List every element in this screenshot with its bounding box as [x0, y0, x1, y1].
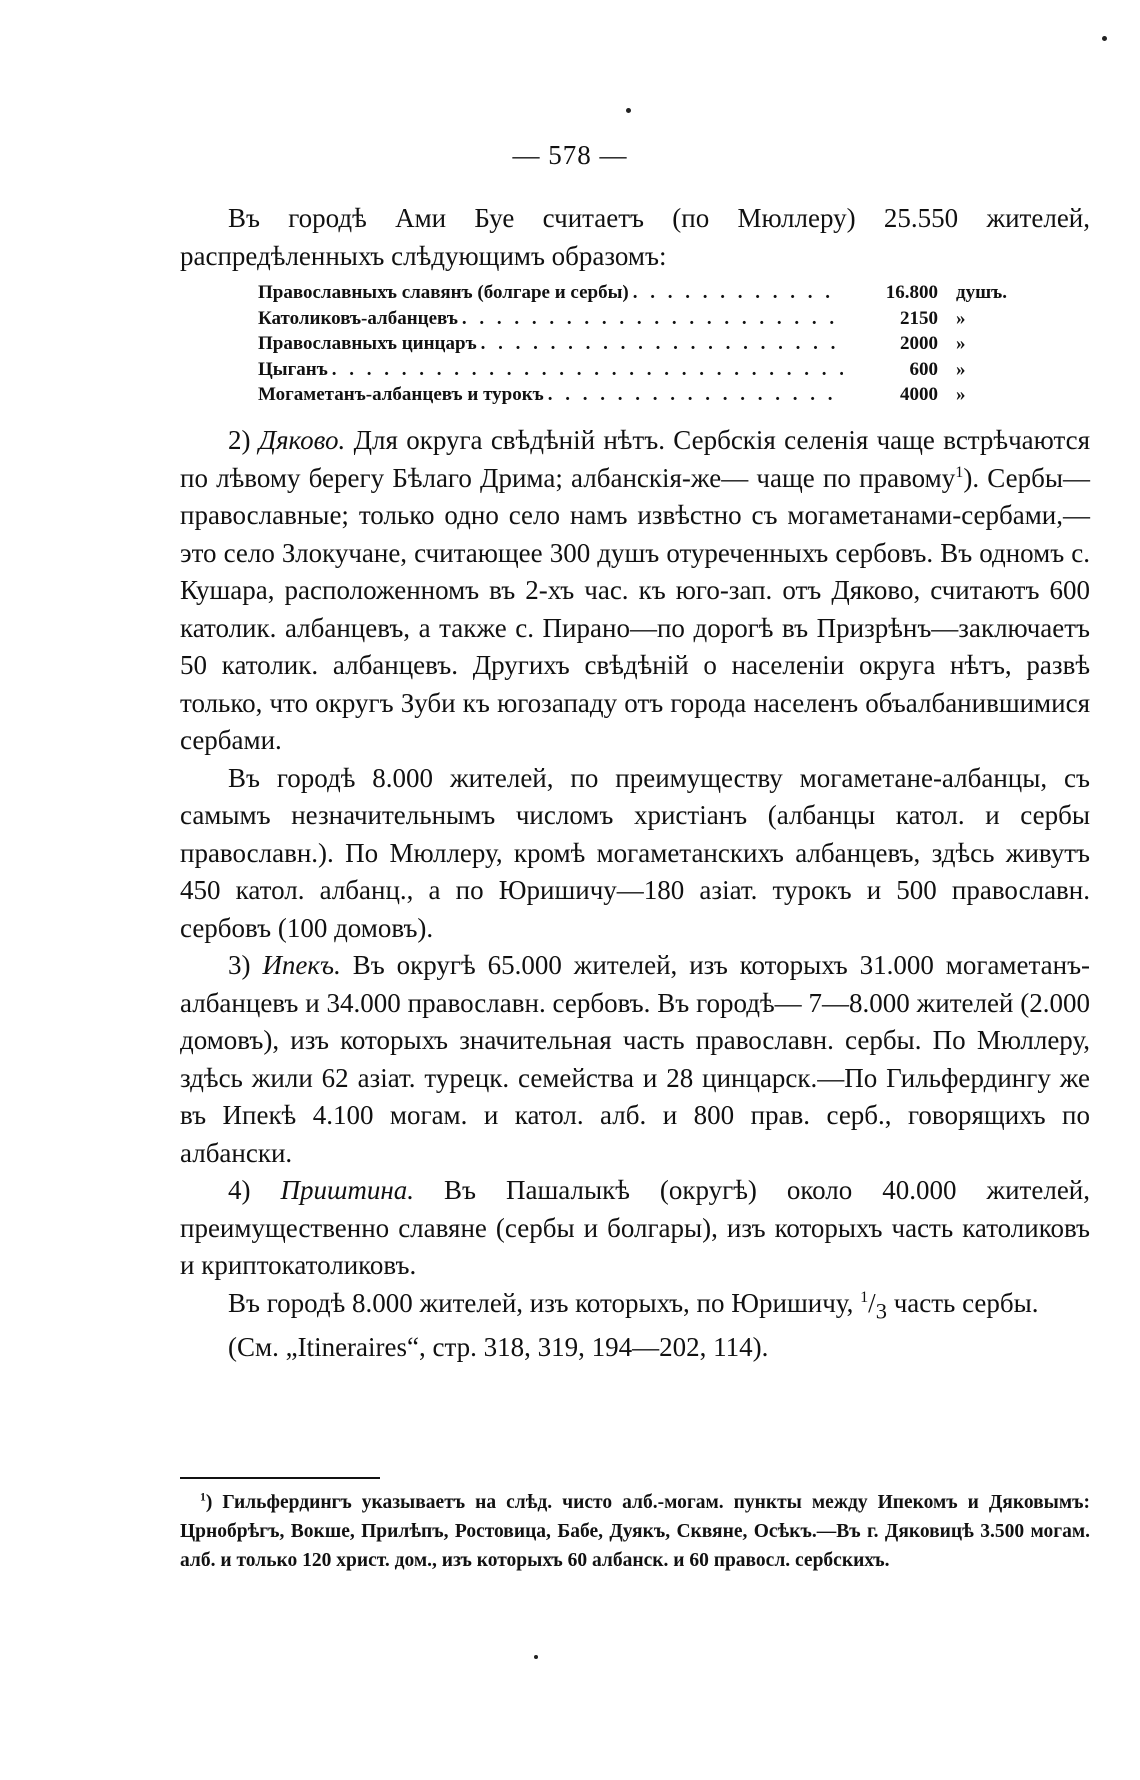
section-2-text-a: Для округа свѣдѣній нѣтъ. Сербскія селенія чаще встрѣчаются по лѣвому берегу Бѣлаго Дрима; албанскія-же— чаще по правому [180, 425, 1090, 493]
dot-leader [544, 382, 843, 408]
section-4-city-text: Въ городѣ 8.000 жителей, изъ которыхъ, по Юришичу, [228, 1287, 854, 1318]
row-unit: душъ. [956, 282, 1007, 303]
intro-paragraph: Въ городѣ Ами Буе считаетъ (по Мюллеру) 25.550 жителей, распредѣленныхъ слѣдующимъ образомъ: [180, 203, 1090, 271]
section-4-city-paragraph [180, 1285, 1090, 1330]
section-4-heading: Приштина. [280, 1175, 415, 1205]
section-2-city-paragraph: Въ городѣ 8.000 жителей, по преимуществу могаметане-албанцы, съ самымъ незначительнымъ числомъ христіанъ (албанцы катол. и сербы православн.). По Мюллеру, кромѣ могаметанскихъ албанцевъ, здѣсь живутъ 450 катол. албанц., а по Юришичу—180 азіат. турокъ и 500 православн. сербовъ (100 домовъ). [180, 762, 1090, 943]
row-unit: » [956, 307, 966, 329]
table-row [258, 306, 1018, 332]
section-3-heading: Ипекъ. [262, 950, 341, 980]
row-label: Католиковъ-албанцевъ [258, 307, 458, 329]
speck-mark [1102, 36, 1107, 41]
section-2-number: 2) [228, 425, 251, 455]
row-unit: » [956, 358, 966, 380]
speck-mark [534, 1655, 538, 1659]
fraction-numerator: 1 [860, 1287, 869, 1306]
table-row [258, 331, 1018, 357]
main-text [180, 422, 1090, 1367]
row-label: Цыганъ [258, 358, 328, 380]
row-value: 16.800 [885, 282, 938, 303]
section-2-text-b: ). Сербы—православные; только одно село намъ извѣстно съ могаметанами-сербами,—это село Злокучане, считающее 300 душъ отуреченныхъ сербовъ. Въ одномъ с. Кушара, расположенномъ въ 2-хъ час. къ юго-зап. отъ Дяково, считаютъ 600 католик. албанцевъ, а также с. Пирано—по дорогѣ въ Призрѣнъ—заключаетъ 50 католик. албанцевъ. Другихъ свѣдѣній о населеніи округа нѣтъ, развѣ только, что округъ Зуби къ югозападу отъ города населенъ объалбанившимися сербами. [180, 462, 1090, 755]
section-4-city-end: часть сербы. [893, 1287, 1039, 1318]
population-table [258, 280, 1018, 408]
page-number: — 578 — [512, 140, 628, 170]
dot-leader [328, 357, 843, 383]
table-row [258, 280, 1018, 306]
section-3-number: 3) [228, 950, 251, 980]
fraction-denominator: 3 [875, 1297, 887, 1323]
dot-leader [458, 306, 843, 332]
section-4-number: 4) [228, 1175, 251, 1205]
dot-leader [629, 280, 843, 306]
row-value: 600 [909, 358, 938, 380]
section-4-paragraph [180, 1172, 1090, 1285]
section-2-paragraph [180, 422, 1090, 760]
row-label: Могаметанъ-албанцевъ и турокъ [258, 384, 544, 405]
section-3-paragraph [180, 947, 1090, 1172]
section-3-text: Въ округѣ 65.000 жителей, изъ которыхъ 31.000 могаметанъ-албанцевъ и 34.000 православн. сербовъ. Въ городѣ— 7—8.000 жителей (2.000 домовъ), изъ которыхъ значительная часть православн. сербы. По Мюллеру, здѣсь жили 62 азіат. турецк. семейства и 28 цинцарск.—По Гильфердингу же въ Ипекѣ 4.100 могам. и катол. алб. и 800 прав. серб., говорящихъ по албански. [180, 950, 1091, 1168]
intro-block [180, 200, 1090, 275]
speck-mark [626, 108, 631, 113]
fraction-one-third: $^1/_3$ [860, 1287, 887, 1323]
footnote [180, 1488, 1090, 1575]
row-value: 2000 [900, 333, 938, 354]
row-unit: » [956, 384, 966, 405]
section-4-reference: (См. „Itineraires“, стр. 318, 319, 194—202, 114). [228, 1332, 769, 1363]
footnote-mark: 1 [200, 1490, 206, 1504]
row-value: 2150 [900, 307, 938, 329]
row-value: 4000 [900, 384, 938, 405]
table-row [258, 357, 1018, 383]
footnote-reference: 1 [955, 462, 964, 481]
section-2-heading: Дяково. [258, 425, 346, 455]
row-label: Православныхъ славянъ (болгаре и сербы) [258, 282, 629, 303]
row-unit: » [956, 333, 966, 354]
dot-leader [477, 331, 843, 357]
row-label: Православныхъ цинцаръ [258, 333, 477, 354]
section-4-text: Въ Пашалыкѣ (округѣ) около 40.000 жителей, преимущественно славяне (сербы и болгары), изъ которыхъ часть католиковъ и криптокатоликовъ. [180, 1175, 1091, 1280]
footnote-text: ) Гильфердингъ указываетъ на слѣд. чисто алб.-могам. пункты между Ипекомъ и Дяковымъ: Црнобрѣгъ, Вокше, Прилѣпъ, Ростовица, Бабе, Дуякъ, Сквяне, Осѣкъ.—Въ г. Дяковицѣ 3.500 могам. алб. и только 120 христ. дом., изъ которыхъ 60 албанск. и 60 правосл. сербскихъ. [180, 1492, 1090, 1571]
footnote-divider [180, 1477, 380, 1479]
table-row [258, 382, 1018, 408]
